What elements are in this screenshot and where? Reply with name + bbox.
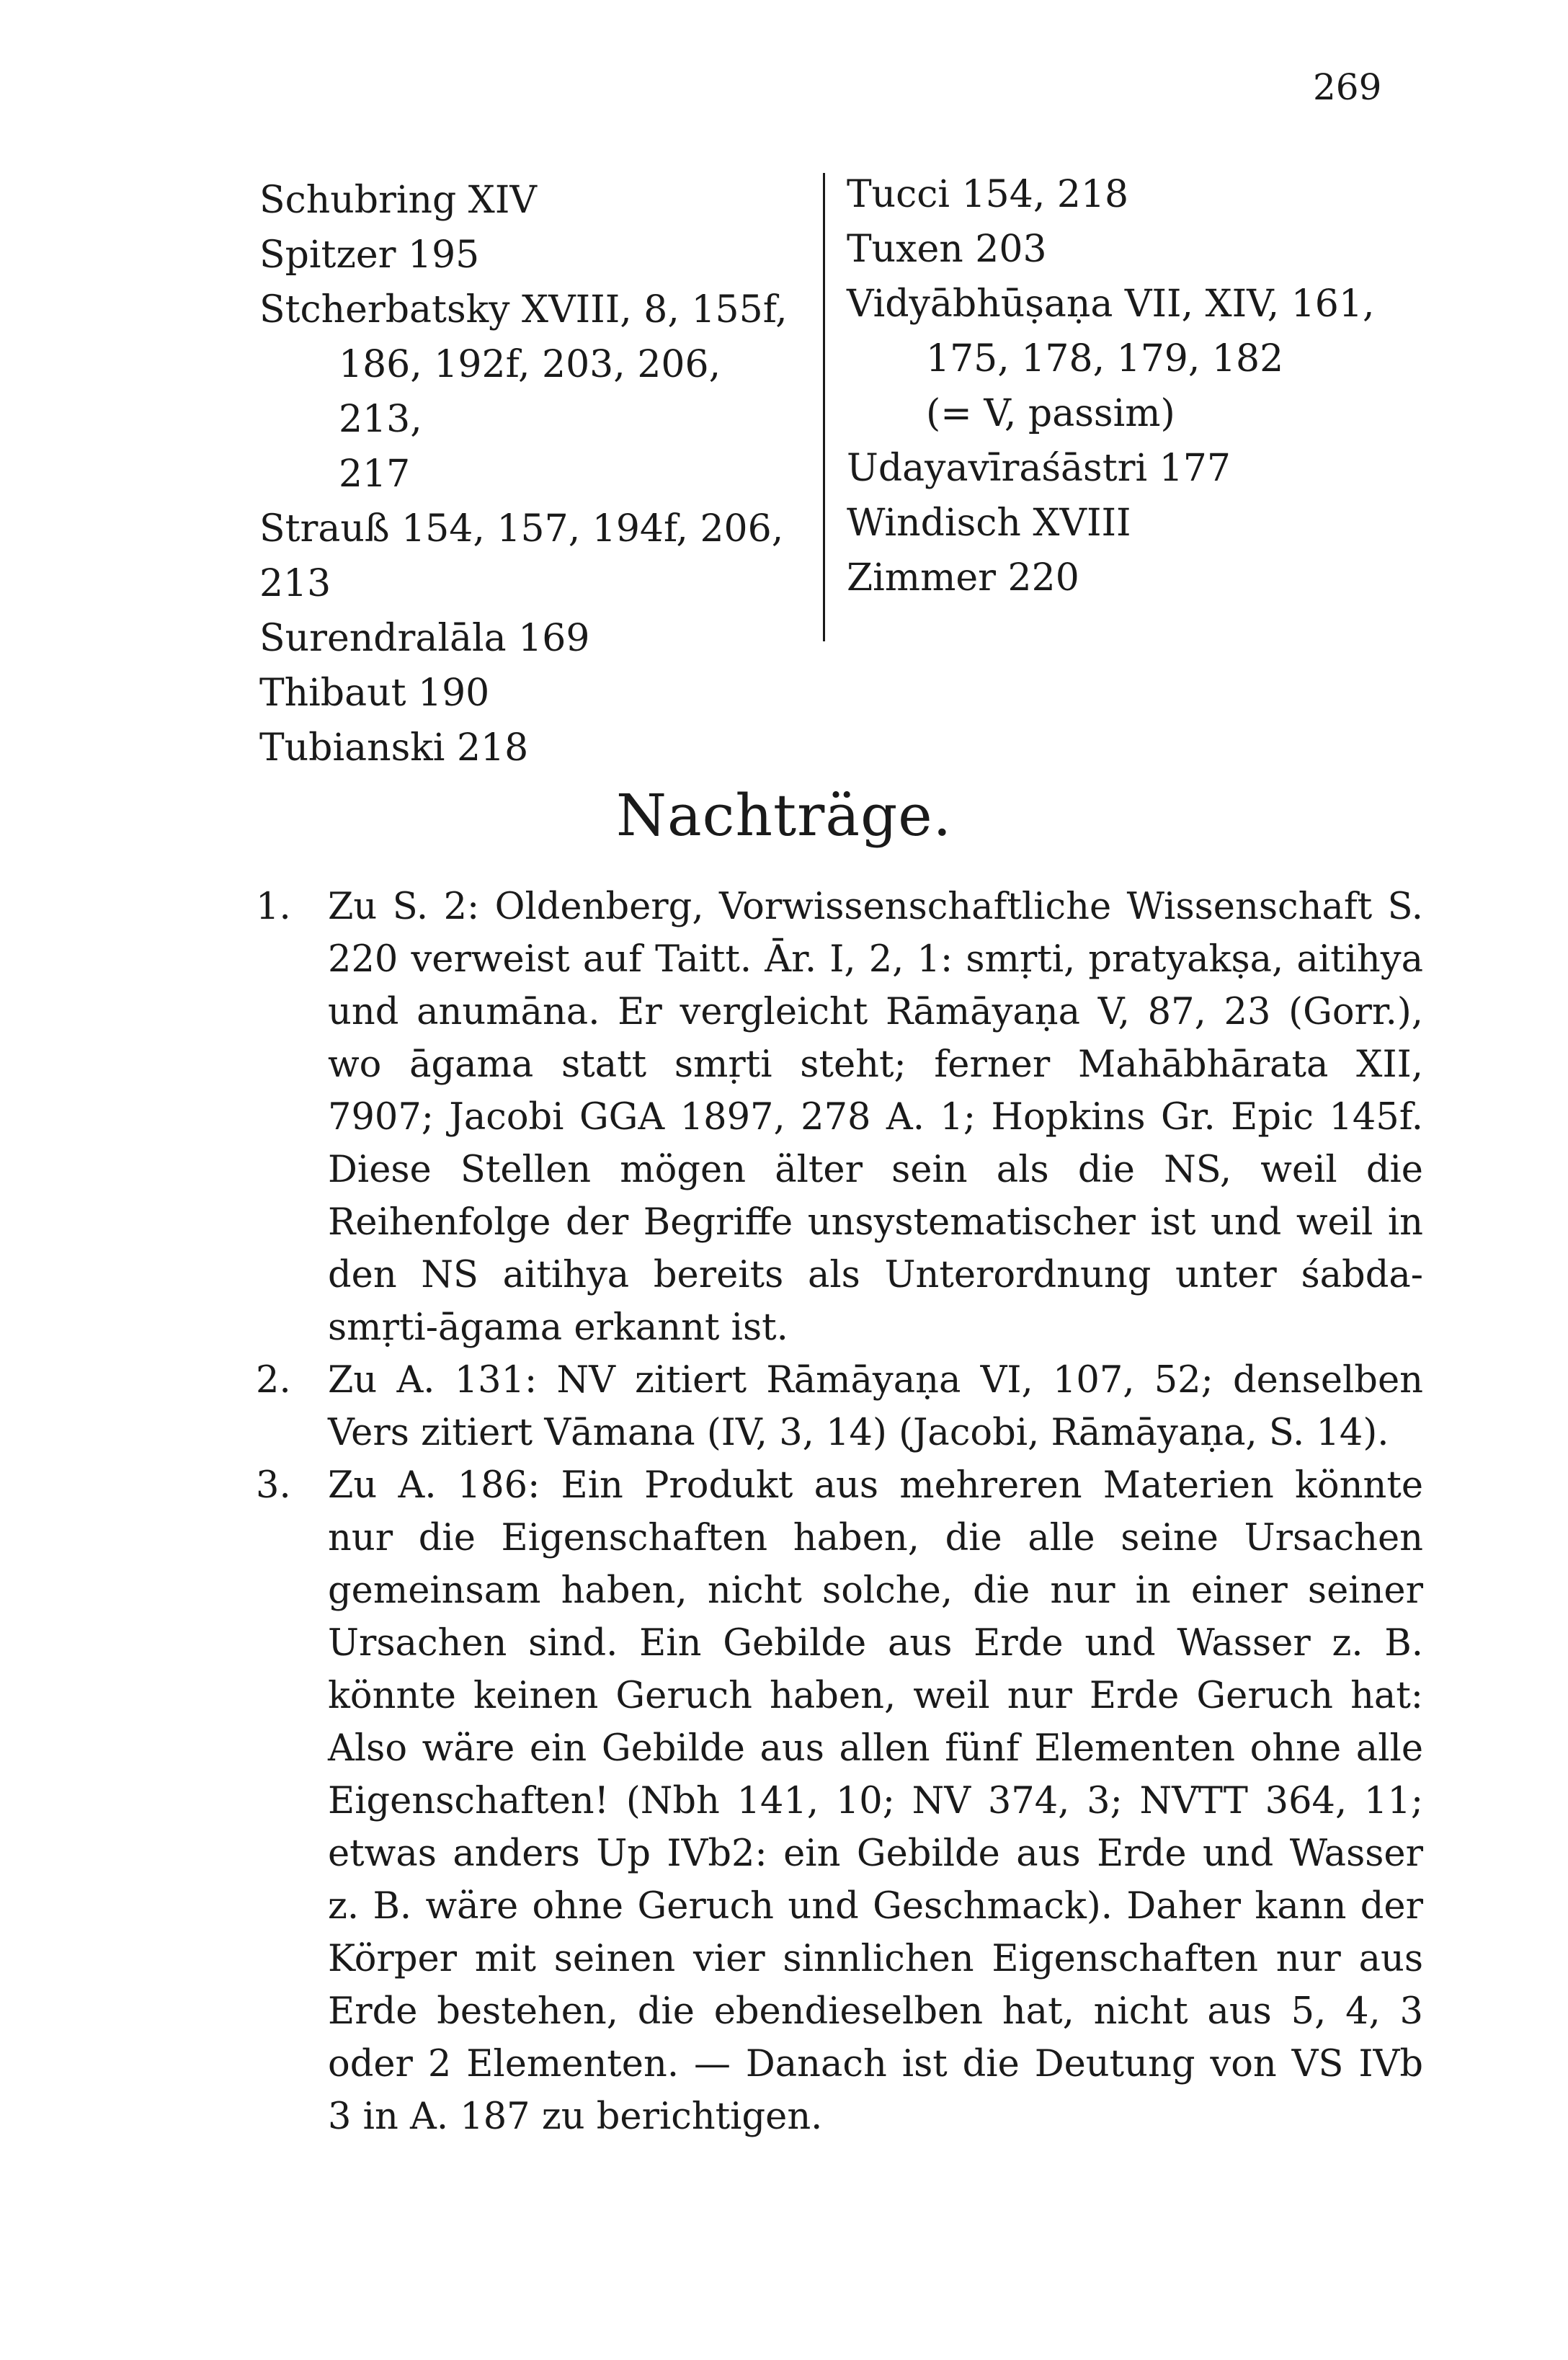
index-entry-continuation: 217: [339, 453, 411, 496]
note-text: Zu A. 186: Ein Produkt aus mehreren Materien könnte nur die Eigenschaften haben, die alle seine Ursachen gemeinsam haben, nicht solche, die nur in einer seiner Ursachen sind. Ein Gebilde aus Erde und Wasser z. B. könnte keinen Geruch haben, weil nur Erde Geruch hat: Also wäre ein Gebilde aus allen fünf Elementen ohne alle Eigenschaften! (Nbh 141, 10; NV 374, 3; NVTT 364, 11; etwas anders Up IVb2: ein Gebilde aus Erde und Wasser z. B. wäre ohne Geruch und Geschmack). Daher kann der Körper mit seinen vier sinnlichen Eigenschaften nur aus Erde bestehen, die ebendieselben hat, nicht aus 5, 4, 3 oder 2 Elementen. — Danach ist die Deutung von VS IVb 3 in A. 187 zu berichtigen.: [328, 1464, 1423, 2138]
index-entry: Tucci 154, 218: [847, 173, 1129, 216]
note-text: Zu A. 131: NV zitiert Rāmāyaṇa VI, 107, 52; denselben Vers zitiert Vāmana (IV, 3, 14) (Jacobi, Rāmāyaṇa, S. 14).: [328, 1359, 1423, 1454]
index-entry-continuation: 186, 192f, 203, 206, 213,: [339, 343, 721, 441]
notes-list: [256, 881, 1423, 2143]
note-text: Zu S. 2: Oldenberg, Vorwissenschaftliche Wissenschaft S. 220 verweist auf Taitt. Ār. I, 2, 1: smṛti, pratyakṣa, aitihya und anumāna. Er vergleicht Rāmāyaṇa V, 87, 23 (Gorr.), wo āgama statt smṛti steht; ferner Mahābhārata XII, 7907; Jacobi GGA 1897, 278 A. 1; Hopkins Gr. Epic 145f. Diese Stellen mögen älter sein als die NS, weil die Reihenfolge der Begriffe unsystematischer ist und weil in den NS aitihya bereits als Unterordnung unter śabda-smṛti-āgama erkannt ist.: [328, 886, 1423, 1349]
page-number: 269: [1313, 66, 1382, 108]
note-number: 3.: [256, 1464, 291, 1507]
column-divider: [823, 173, 825, 641]
index-entry: Zimmer 220: [847, 556, 1079, 600]
note-number: 2.: [256, 1359, 291, 1402]
index-entry: Vidyābhūṣaṇa VII, XIV, 161, 175, 178, 179, 182 (= V, passim): [847, 277, 1423, 441]
note-item: [256, 1459, 1423, 2143]
index-entry: Stcherbatsky XVIII, 8, 155f, 186, 192f, 203, 206, 213, 217: [259, 282, 793, 502]
index-entry: Tuxen 203: [847, 228, 1047, 271]
index-entry-continuation: 175, 178, 179, 182: [926, 337, 1284, 380]
index-entry: Thibaut 190: [259, 672, 490, 715]
note-item: [256, 881, 1423, 1354]
index-entry-continuation: (= V, passim): [926, 392, 1175, 435]
section-heading: Nachträge.: [615, 782, 953, 849]
index-entry: Schubring XIV: [259, 179, 537, 222]
index-entry: Surendralāla 169: [259, 617, 590, 660]
note-number: 1.: [256, 886, 291, 928]
index-entry: Tubianski 218: [259, 726, 529, 770]
index-column-right: [847, 167, 1423, 605]
index-entry: Udayavīraśāstri 177: [847, 447, 1231, 490]
index-column-left: [259, 173, 793, 775]
index-entry: Windisch XVIII: [847, 502, 1131, 545]
index-entry: Strauß 154, 157, 194f, 206, 213: [259, 507, 784, 605]
note-item: [256, 1354, 1423, 1459]
index-entry: Spitzer 195: [259, 233, 480, 277]
